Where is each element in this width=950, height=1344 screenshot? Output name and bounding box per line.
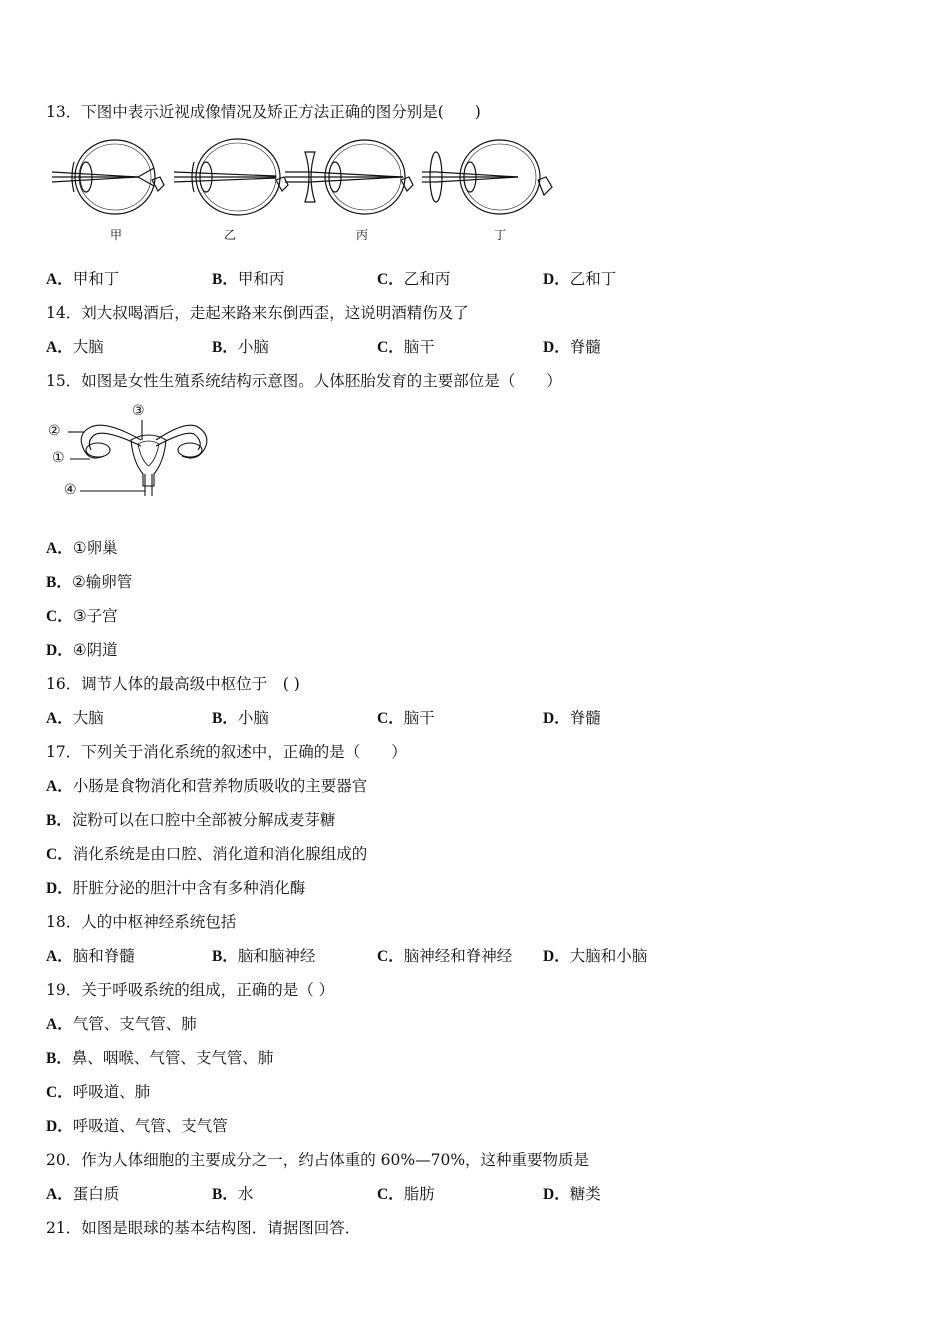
q18-option-c[interactable]: C．脑神经和脊神经 [377, 947, 513, 965]
q20-option-b[interactable]: B．水 [212, 1185, 254, 1203]
q18-stem: 18．人的中枢神经系统包括 [46, 913, 237, 931]
q14-option-d[interactable]: D．脊髓 [543, 338, 601, 356]
q19-option-a[interactable]: A．气管、支气管、肺 [46, 1015, 197, 1033]
q16-option-b[interactable]: B．小脑 [212, 709, 269, 727]
q15-stem: 15．如图是女性生殖系统结构示意图。人体胚胎发育的主要部位是（ ） [46, 372, 562, 390]
q13-eye-figure [50, 132, 560, 251]
eye-yi-icon [174, 139, 288, 215]
q14-option-b[interactable]: B．小脑 [212, 338, 269, 356]
q13-label-jia: 甲 [110, 228, 123, 242]
q19-option-c[interactable]: C．呼吸道、肺 [46, 1083, 151, 1101]
q16-option-d[interactable]: D．脊髓 [543, 709, 601, 727]
q15-option-d[interactable]: D．④阴道 [46, 641, 118, 659]
q18-option-b[interactable]: B．脑和脑神经 [212, 947, 316, 965]
q17-option-c[interactable]: C．消化系统是由口腔、消化道和消化腺组成的 [46, 845, 368, 863]
q14-option-c[interactable]: C．脑干 [377, 338, 435, 356]
q13-option-d[interactable]: D．乙和丁 [543, 270, 617, 288]
q20-option-d[interactable]: D．糖类 [543, 1185, 601, 1203]
q18-option-d[interactable]: D．大脑和小脑 [543, 947, 648, 965]
q16-option-a[interactable]: A．大脑 [46, 709, 104, 727]
q15-label-2: ② [48, 423, 61, 439]
eye-jia-icon [52, 140, 164, 214]
q15-reproductive-figure [46, 402, 216, 506]
q13-option-a[interactable]: A．甲和丁 [46, 270, 120, 288]
eye-bing-icon [285, 140, 413, 214]
q13-option-b[interactable]: B．甲和丙 [212, 270, 285, 288]
q17-option-b[interactable]: B．淀粉可以在口腔中全部被分解成麦芽糖 [46, 811, 336, 829]
q14-stem: 14．刘大叔喝酒后，走起来路来东倒西歪，这说明酒精伤及了 [46, 304, 469, 322]
q13-stem: 13．下图中表示近视成像情况及矫正方法正确的图分别是( ) [46, 103, 481, 121]
q17-option-d[interactable]: D．肝脏分泌的胆汁中含有多种消化酶 [46, 879, 306, 897]
q14-option-a[interactable]: A．大脑 [46, 338, 104, 356]
q18-option-a[interactable]: A．脑和脊髓 [46, 947, 135, 965]
eye-diagrams [50, 132, 560, 247]
q15-label-3: ③ [132, 403, 145, 419]
q13-label-yi: 乙 [224, 228, 237, 242]
q13-label-bing: 丙 [356, 228, 369, 242]
q15-label-4: ④ [64, 482, 77, 498]
q19-option-d[interactable]: D．呼吸道、气管、支气管 [46, 1117, 228, 1135]
q17-stem: 17．下列关于消化系统的叙述中，正确的是（ ） [46, 743, 407, 761]
q13-option-c[interactable]: C．乙和丙 [377, 270, 451, 288]
q16-option-c[interactable]: C．脑干 [377, 709, 435, 727]
q16-stem: 16．调节人体的最高级中枢位于 ( ) [46, 675, 300, 693]
q15-option-b[interactable]: B．②输卵管 [46, 573, 133, 591]
q15-label-1: ① [52, 450, 65, 466]
q13-label-ding: 丁 [494, 228, 507, 242]
eye-ding-icon [422, 140, 552, 214]
q17-option-a[interactable]: A．小肠是食物消化和营养物质吸收的主要器官 [46, 777, 368, 795]
q19-option-b[interactable]: B．鼻、咽喉、气管、支气管、肺 [46, 1049, 274, 1067]
q20-option-a[interactable]: A．蛋白质 [46, 1185, 120, 1203]
q19-stem: 19．关于呼吸系统的组成，正确的是（ ） [46, 981, 335, 999]
q21-stem: 21．如图是眼球的基本结构图．请据图回答． [46, 1219, 361, 1237]
q15-option-a[interactable]: A．①卵巢 [46, 539, 118, 557]
q20-stem: 20．作为人体细胞的主要成分之一，约占体重的 60%—70%，这种重要物质是 [46, 1151, 590, 1169]
q20-option-c[interactable]: C．脂肪 [377, 1185, 435, 1203]
q15-option-c[interactable]: C．③子宫 [46, 607, 118, 625]
